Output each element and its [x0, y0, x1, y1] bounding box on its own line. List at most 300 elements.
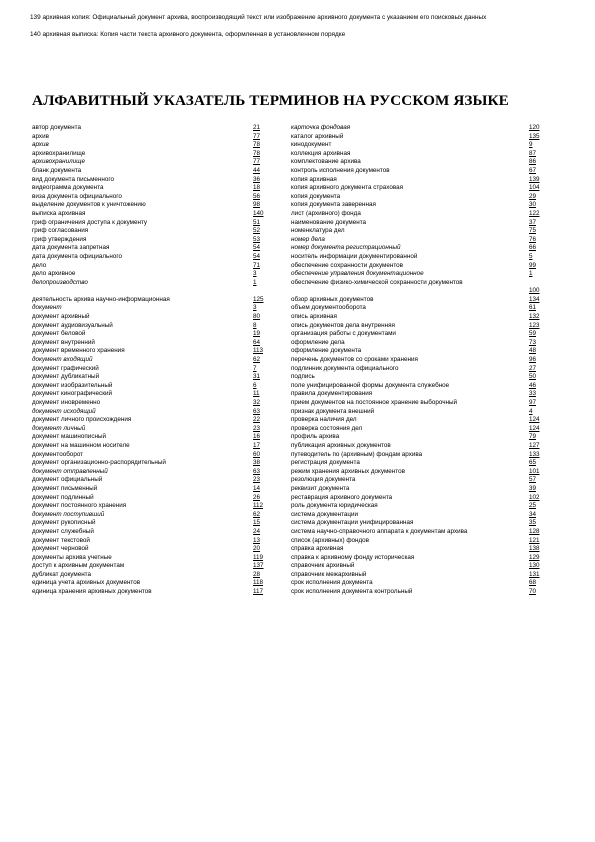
- index-page-link[interactable]: 25: [529, 502, 537, 510]
- index-entry: [32, 244, 272, 253]
- index-term: документ рукописный: [32, 519, 96, 527]
- index-page-link[interactable]: 62: [253, 510, 261, 518]
- index-page-link[interactable]: 135: [529, 132, 540, 140]
- index-term: прием документов на постоянное хранение выборочный: [291, 399, 458, 406]
- index-term: архив: [32, 132, 49, 140]
- index-column-right: [291, 124, 551, 597]
- index-term: документ беловой: [32, 330, 86, 338]
- index-entry: [291, 347, 551, 356]
- index-entry: [291, 502, 551, 511]
- index-page-link[interactable]: 75: [529, 227, 537, 235]
- index-entry: [32, 382, 272, 391]
- index-entry: [32, 141, 272, 150]
- index-term: обеспечение управления документационное: [291, 270, 424, 278]
- index-entry: [291, 304, 551, 313]
- index-entry: [291, 579, 551, 588]
- index-page-link[interactable]: 96: [529, 356, 537, 364]
- index-term: дата документа запретная: [32, 244, 110, 252]
- index-entry: [291, 382, 551, 391]
- index-term: архивохранилище: [32, 158, 85, 166]
- index-entry: [32, 545, 272, 554]
- index-entry: [32, 227, 272, 236]
- index-entry: [291, 313, 551, 322]
- index-term: организация работы с документами: [291, 330, 396, 338]
- index-page-link[interactable]: 134: [529, 295, 540, 303]
- index-term: список (архивных) фондов: [291, 536, 370, 544]
- index-page-link[interactable]: 98: [253, 201, 261, 209]
- index-page-link[interactable]: 56: [253, 192, 261, 200]
- index-entry: [32, 571, 272, 580]
- index-term: справка архивная: [291, 545, 344, 553]
- index-term: опись документов дела внутренняя: [291, 321, 395, 329]
- index-page-link[interactable]: 21: [253, 124, 261, 131]
- index-page-link[interactable]: 33: [529, 390, 537, 398]
- index-page-link[interactable]: 15: [253, 519, 261, 527]
- index-page-link[interactable]: 73: [529, 338, 537, 346]
- index-term: опись архивная: [291, 313, 337, 321]
- index-entry: [32, 219, 272, 228]
- index-entry: [32, 167, 272, 176]
- index-entry: [32, 313, 272, 322]
- index-term: номер документа регистрационный: [291, 244, 401, 252]
- index-term: делопроизводство: [32, 278, 88, 286]
- index-page-link[interactable]: 76: [529, 235, 537, 243]
- index-page-link[interactable]: 52: [253, 227, 261, 235]
- index-page-link[interactable]: 66: [529, 244, 537, 252]
- index-entry: [32, 356, 272, 365]
- index-page-link[interactable]: 86: [529, 158, 537, 166]
- index-term: наименование документа: [291, 218, 367, 226]
- index-entry: [291, 279, 551, 296]
- index-term: документ служебный: [32, 527, 94, 535]
- index-term: документ временного хранения: [32, 347, 125, 355]
- index-term: документ дубликатный: [32, 373, 100, 381]
- index-term: виза документа официального: [32, 192, 122, 200]
- index-page-link[interactable]: 31: [253, 373, 261, 381]
- index-entry: [32, 158, 272, 167]
- index-term: документ постоянного хранения: [32, 502, 127, 510]
- index-page-link[interactable]: 78: [253, 149, 261, 157]
- index-page-link[interactable]: 127: [529, 441, 540, 449]
- index-term: единица учета архивных документов: [32, 579, 141, 587]
- index-term: автор документа: [32, 124, 81, 131]
- index-term: выделение документов к уничтожению: [32, 201, 146, 209]
- index-page-link[interactable]: 102: [529, 493, 540, 501]
- index-term: срок исполнения документа контрольный: [291, 588, 413, 596]
- index-term: поле унифицированной формы документа служебное: [291, 381, 450, 389]
- index-entry: [32, 330, 272, 339]
- index-entry: [291, 158, 551, 167]
- index-entry: [291, 425, 551, 434]
- index-term: коллекция архивная: [291, 149, 351, 157]
- index-entry: [291, 167, 551, 176]
- index-page-link[interactable]: 71: [253, 261, 261, 269]
- index-page-link[interactable]: 54: [253, 252, 261, 260]
- index-term: справочник межархивный: [291, 570, 367, 578]
- index-page-link[interactable]: 27: [529, 364, 537, 372]
- index-term: доступ к архивным документам: [32, 562, 125, 570]
- index-page-link[interactable]: 16: [253, 433, 261, 441]
- index-entry: [32, 416, 272, 425]
- index-page-link[interactable]: 128: [529, 527, 540, 535]
- index-page-link[interactable]: 65: [529, 459, 537, 467]
- index-page-link[interactable]: 97: [529, 399, 537, 406]
- index-page-link[interactable]: 131: [529, 570, 540, 578]
- index-entry: [291, 330, 551, 339]
- index-entry: [32, 451, 272, 460]
- index-term: реставрация архивного документа: [291, 493, 393, 501]
- index-term: документ на машинном носителе: [32, 441, 130, 449]
- index-term: бланк документа: [32, 166, 82, 174]
- index-term: документ письменный: [32, 484, 98, 492]
- index-page-link[interactable]: 23: [253, 476, 261, 484]
- index-page-link[interactable]: 22: [253, 416, 261, 424]
- index-entry: [32, 442, 272, 451]
- index-term: документ черновой: [32, 545, 89, 553]
- index-page-link[interactable]: 50: [529, 373, 537, 381]
- index-page-link[interactable]: 130: [529, 562, 540, 570]
- index-term: роль документа юридическая: [291, 502, 378, 510]
- index-term: документ: [32, 304, 62, 312]
- index-term: документ архивный: [32, 313, 90, 321]
- index-page-link[interactable]: 119: [253, 553, 264, 561]
- index-page-link[interactable]: 48: [529, 347, 537, 355]
- index-entry: [291, 468, 551, 477]
- index-entry: [291, 485, 551, 494]
- index-page-link[interactable]: 57: [529, 476, 537, 484]
- index-term: подлинник документа официального: [291, 364, 399, 372]
- index-page-link[interactable]: 132: [529, 313, 540, 321]
- index-page-link[interactable]: 117: [253, 588, 264, 596]
- index-term: документ изобразительный: [32, 381, 113, 389]
- index-page-link[interactable]: 20: [253, 545, 261, 553]
- index-page-link[interactable]: 11: [253, 390, 260, 398]
- index-entry: [32, 193, 272, 202]
- index-entry: [291, 339, 551, 348]
- index-entry: [32, 270, 272, 279]
- index-term: документ кинографический: [32, 390, 112, 398]
- index-entry: [291, 511, 551, 520]
- index-entry: [32, 425, 272, 434]
- index-term: кинодокумент: [291, 141, 332, 149]
- index-entry: [32, 279, 272, 288]
- index-term: проверка наличия дел: [291, 416, 357, 424]
- index-page-link[interactable]: 1: [253, 278, 257, 286]
- index-entry: [32, 485, 272, 494]
- index-term: документ машинописный: [32, 433, 106, 441]
- index-page-link[interactable]: 70: [529, 588, 537, 596]
- index-term: документ графический: [32, 364, 99, 372]
- index-term: контроль исполнения документов: [291, 166, 390, 174]
- index-page-link[interactable]: 54: [253, 244, 261, 252]
- index-entry: [291, 554, 551, 563]
- index-entry: [32, 476, 272, 485]
- index-page-link[interactable]: 13: [253, 536, 261, 544]
- index-entry: [32, 176, 272, 185]
- index-entry: [32, 562, 272, 571]
- index-page-link[interactable]: 1: [529, 270, 533, 278]
- index-term: карточка фондовая: [291, 124, 351, 131]
- index-term: копия архивная: [291, 175, 337, 183]
- index-page-link[interactable]: 34: [529, 510, 537, 518]
- index-entry: [32, 433, 272, 442]
- index-term: копия документа заверенная: [291, 201, 376, 209]
- index-page-link[interactable]: 39: [529, 484, 537, 492]
- index-entry: [291, 133, 551, 142]
- index-page-link[interactable]: 38: [253, 459, 261, 467]
- index-entry: [32, 408, 272, 417]
- index-page-link[interactable]: 78: [253, 141, 261, 149]
- index-column-left: [32, 124, 272, 597]
- index-page-link[interactable]: 79: [529, 433, 537, 441]
- index-entry: [291, 262, 551, 271]
- index-page-link[interactable]: 60: [253, 450, 261, 458]
- index-term: справка к архивному фонду историческая: [291, 553, 415, 561]
- index-page-link[interactable]: 36: [253, 175, 261, 183]
- index-entry: [291, 373, 551, 382]
- notes-block: [30, 14, 570, 47]
- index-page-link[interactable]: 30: [529, 201, 537, 209]
- index-term: дубликат документа: [32, 570, 92, 578]
- index-page-link[interactable]: 24: [253, 527, 261, 535]
- index-term: дело архивное: [32, 270, 76, 278]
- index-entry: [32, 537, 272, 546]
- index-term: комплектование архива: [291, 158, 361, 166]
- index-entry: [32, 528, 272, 537]
- index-entry: [291, 399, 551, 408]
- index-term: обеспечение физико-химической сохранности документов: [291, 278, 463, 286]
- index-page-link[interactable]: 67: [529, 166, 537, 174]
- index-term: обеспечение сохранности документов: [291, 261, 404, 269]
- index-page-link[interactable]: 3: [253, 270, 257, 278]
- index-page-link[interactable]: 124: [529, 424, 540, 432]
- index-page-link[interactable]: 35: [529, 519, 537, 527]
- index-page-link[interactable]: 68: [529, 579, 537, 587]
- index-page-link[interactable]: 17: [253, 441, 261, 449]
- index-page-link[interactable]: 7: [253, 364, 257, 372]
- index-term: система документации унифицированная: [291, 519, 414, 527]
- note-139: 139 архивная копия: Официальный документ архива, воспроизводящий текст или изображение архивного документа с указанием его поисковых данных: [30, 14, 487, 21]
- index-term: признак документа внешний: [291, 407, 375, 415]
- index-term: вид документа письменного: [32, 175, 115, 183]
- index-page-link[interactable]: 63: [253, 407, 261, 415]
- index-term: оформление документа: [291, 347, 362, 355]
- index-page-link[interactable]: 99: [529, 261, 537, 269]
- index-term: документ входящий: [32, 356, 93, 364]
- index-entry: [291, 451, 551, 460]
- index-term: документ поступивший: [32, 510, 105, 518]
- index-entry: [291, 227, 551, 236]
- index-entry: [32, 588, 272, 597]
- index-page-link[interactable]: 63: [253, 467, 261, 475]
- index-page-link[interactable]: 101: [529, 467, 540, 475]
- index-entry: [291, 562, 551, 571]
- index-page-link[interactable]: 19: [253, 330, 261, 338]
- index-page-link[interactable]: 139: [529, 175, 540, 183]
- index-term: выписка архивная: [32, 209, 86, 217]
- index-term: архивохранилище: [32, 149, 86, 157]
- index-page-link[interactable]: 64: [253, 338, 261, 346]
- index-term: публикация архивных документов: [291, 441, 391, 449]
- index-page-link[interactable]: 32: [253, 399, 261, 406]
- index-entry: [32, 502, 272, 511]
- index-entry: [32, 494, 272, 503]
- index-page-link[interactable]: 28: [253, 570, 261, 578]
- index-page-link[interactable]: 53: [253, 235, 261, 243]
- index-page-link[interactable]: 6: [253, 381, 257, 389]
- index-term: объем документооборота: [291, 304, 366, 312]
- index-term: документ личного происхождения: [32, 416, 132, 424]
- index-term: номенклатура дел: [291, 227, 345, 235]
- index-page-link[interactable]: 5: [529, 252, 533, 260]
- index-page-link[interactable]: 62: [253, 356, 261, 364]
- index-entry: [32, 210, 272, 219]
- index-page-link[interactable]: 46: [529, 381, 537, 389]
- index-entry: [291, 416, 551, 425]
- index-entry: [32, 347, 272, 356]
- index-term: оформление дела: [291, 338, 345, 346]
- index-entry: [32, 150, 272, 159]
- index-term: документ внутренний: [32, 338, 95, 346]
- index-entry: [32, 339, 272, 348]
- index-page-link[interactable]: 61: [529, 304, 537, 312]
- index-entry: [291, 459, 551, 468]
- index-term: правила документирования: [291, 390, 373, 398]
- index-entry: [291, 476, 551, 485]
- index-term: архив: [32, 141, 49, 149]
- index-entry: [32, 124, 272, 133]
- index-page-link[interactable]: 137: [253, 562, 264, 570]
- index-entry: [291, 588, 551, 597]
- index-term: документ подлинный: [32, 493, 94, 501]
- index-term: единица хранения архивных документов: [32, 588, 152, 596]
- index-entry: [291, 219, 551, 228]
- index-page-link[interactable]: 80: [253, 313, 261, 321]
- index-page-link[interactable]: 4: [529, 407, 533, 415]
- index-page-link[interactable]: 26: [253, 493, 261, 501]
- index-entry: [291, 365, 551, 374]
- index-entry: [32, 579, 272, 588]
- index-entry: [32, 304, 272, 313]
- index-term: документооборот: [32, 450, 84, 458]
- index-term: реквизит документа: [291, 484, 350, 492]
- index-page-link[interactable]: 100: [529, 287, 540, 295]
- index-page-link[interactable]: 77: [253, 132, 261, 140]
- index-term: каталог архивный: [291, 132, 344, 140]
- index-entry: [291, 545, 551, 554]
- index-page-link[interactable]: 9: [529, 141, 533, 149]
- index-entry: [291, 124, 551, 133]
- index-page-link[interactable]: 8: [253, 321, 257, 329]
- index-entry: [32, 296, 272, 305]
- index-term: срок исполнения документа: [291, 579, 373, 587]
- index-entry: [32, 236, 272, 245]
- index-page-link[interactable]: 133: [529, 450, 540, 458]
- index-page-link[interactable]: 140: [253, 209, 264, 217]
- index-entry: [291, 322, 551, 331]
- index-term: документы архива учетные: [32, 553, 112, 561]
- index-page-link[interactable]: 104: [529, 184, 540, 192]
- index-term: носитель информации документированной: [291, 252, 418, 260]
- index-entry: [32, 554, 272, 563]
- index-term: копия документа: [291, 192, 341, 200]
- index-entry: [32, 322, 272, 331]
- index-term: документ отправленный: [32, 467, 108, 475]
- index-term: дело: [32, 261, 47, 269]
- index-page-link[interactable]: 59: [529, 330, 537, 338]
- index-page-link[interactable]: 121: [529, 536, 540, 544]
- page-title: АЛФАВИТНЫЙ УКАЗАТЕЛЬ ТЕРМИНОВ НА РУССКОМ ЯЗЫКЕ: [32, 92, 509, 109]
- index-entry: [291, 537, 551, 546]
- index-entry: [32, 365, 272, 374]
- index-page-link[interactable]: 29: [529, 192, 537, 200]
- index-term: документ исходящий: [32, 407, 96, 415]
- index-page-link[interactable]: 44: [253, 166, 261, 174]
- index-page-link[interactable]: 120: [529, 124, 540, 131]
- index-entry: [291, 201, 551, 210]
- index-entry: [291, 184, 551, 193]
- index-page-link[interactable]: 87: [529, 149, 537, 157]
- index-page-link[interactable]: 125: [253, 295, 264, 303]
- index-entry: [291, 210, 551, 219]
- index-page-link[interactable]: 129: [529, 553, 540, 561]
- index-term: документ личный: [32, 424, 86, 432]
- index-entry: [291, 141, 551, 150]
- index-entry: [32, 262, 272, 271]
- index-page-link[interactable]: 77: [253, 158, 261, 166]
- index-entry: [32, 253, 272, 262]
- index-term: деятельность архива научно-информационная: [32, 295, 170, 303]
- index-page-link[interactable]: 23: [253, 424, 261, 432]
- index-term: дата документа официального: [32, 252, 122, 260]
- index-term: регистрация документа: [291, 459, 360, 467]
- index-entry: [291, 433, 551, 442]
- index-page-link[interactable]: 124: [529, 416, 540, 424]
- index-term: перечень документов со сроками хранения: [291, 356, 418, 364]
- index-term: путеводитель по (архивным) фондам архива: [291, 450, 423, 458]
- index-page-link[interactable]: 113: [253, 347, 264, 355]
- index-page-link[interactable]: 18: [253, 184, 261, 192]
- index-page-link[interactable]: 3: [253, 304, 257, 312]
- index-entry: [32, 459, 272, 468]
- index-term: гриф согласования: [32, 227, 89, 235]
- index-page-link[interactable]: 112: [253, 502, 264, 510]
- index-entry: [291, 390, 551, 399]
- index-entry: [291, 494, 551, 503]
- index-entry: [32, 519, 272, 528]
- index-entry: [291, 528, 551, 537]
- index-entry: [32, 133, 272, 142]
- index-page-link[interactable]: 122: [529, 209, 540, 217]
- index-entry: [32, 468, 272, 477]
- index-page-link[interactable]: 123: [529, 321, 540, 329]
- index-term: проверка состояния дел: [291, 424, 363, 432]
- index-page-link[interactable]: 37: [529, 218, 537, 226]
- index-entry: [32, 373, 272, 382]
- index-page-link[interactable]: 138: [529, 545, 540, 553]
- index-page-link[interactable]: 14: [253, 484, 261, 492]
- index-entry: [32, 511, 272, 520]
- index-entry: [291, 253, 551, 262]
- index-page-link[interactable]: 118: [253, 579, 264, 587]
- index-page-link[interactable]: 51: [253, 218, 261, 226]
- index-term: документ организационно-распорядительный: [32, 459, 166, 467]
- note-140: 140 архивная выписка: Копия части текста архивного документа, оформленная в установленном порядке: [30, 30, 346, 38]
- index-entry: [32, 399, 272, 408]
- index-term: обзор архивных документов: [291, 295, 374, 303]
- index-entry: [291, 442, 551, 451]
- index-entry: [291, 176, 551, 185]
